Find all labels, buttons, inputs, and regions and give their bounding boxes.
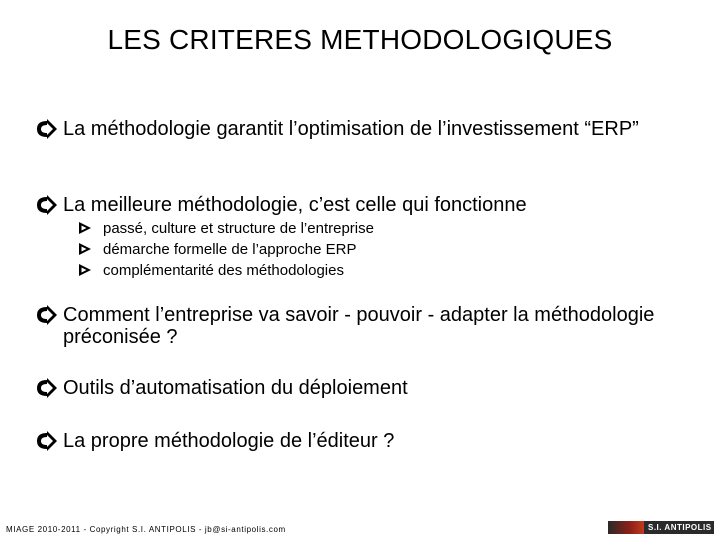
bullet-text: Comment l’entreprise va savoir - pouvoir - adapter la méthodologie préconisée ? [63, 304, 655, 348]
triangle-right-icon [77, 242, 93, 256]
sub-item-text: passé, culture et structure de l’entreprise [103, 220, 374, 237]
footer-copyright: MIAGE 2010-2011 - Copyright S.I. ANTIPOLIS - jb@si-antipolis.com [6, 525, 286, 534]
bullet-item [36, 430, 676, 452]
slide-title: LES CRITERES METHODOLOGIQUES [107, 24, 613, 55]
bullet-item [36, 194, 676, 216]
sub-item-text: complémentarité des méthodologies [103, 262, 344, 279]
sub-item [77, 218, 374, 239]
right-arrow-icon [36, 119, 58, 139]
bullet-text: Outils d’automatisation du déploiement [63, 377, 408, 399]
triangle-right-icon [77, 221, 93, 235]
bullet-item [36, 304, 676, 348]
sub-item [77, 260, 344, 281]
sub-item-text: démarche formelle de l’approche ERP [103, 241, 357, 258]
logo-mark [608, 521, 644, 534]
bullet-text: La propre méthodologie de l’éditeur ? [63, 430, 395, 452]
right-arrow-icon [36, 431, 58, 451]
si-antipolis-logo [608, 521, 714, 534]
bullet-text: La méthodologie garantit l’optimisation de l’investissement “ERP” [63, 118, 639, 140]
bullet-item [36, 377, 676, 399]
bullet-text: La meilleure méthodologie, c’est celle qui fonctionne [63, 194, 527, 216]
logo-text: S.I. ANTIPOLIS [648, 523, 712, 532]
right-arrow-icon [36, 378, 58, 398]
triangle-right-icon [77, 263, 93, 277]
sub-item [77, 239, 356, 260]
right-arrow-icon [36, 305, 58, 325]
bullet-item [36, 118, 676, 140]
right-arrow-icon [36, 195, 58, 215]
